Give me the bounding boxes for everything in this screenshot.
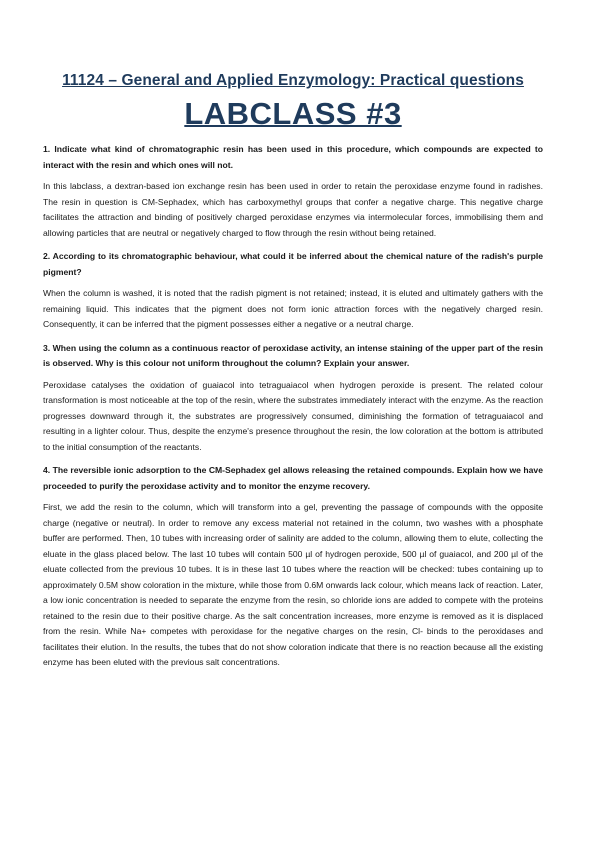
answer-4: First, we add the resin to the column, which will transform into a gel, preventing the passage of compounds with the opposite charge (negative or neutral). In order to remove any excess material not retained in the column, two washes with a phosphate buffer are performed. Then, 10 tubes with increasing order of salinity are added to the column, allowing them to elute, collecting the eluate in the glass placed below. The last 10 tubes will contain 500 µl of hydrogen peroxide, 500 µl of guaiacol, and 200 µl of the eluate collected from the previous 10 tubes. It is in these last 10 tubes where the reaction will be checked: tubes containing up to approximately 0.5M show coloration in the mixture, while those from 0.6M onwards lack colour, which means lack of reaction. Later, a low ionic concentration is needed to separate the enzyme from the resin, so chloride ions are added to compete with the proteins retained to the resin due to their positive charge. As the salt concentration increases, more enzyme is removed as it is displaced from the resin. While Na+ competes with peroxidase for the negative charges on the resin, Cl- binds to the peroxidases and facilitates their elution. In the results, the tubes that do not show coloration indicate that there is no reaction because all the existing enzyme has been eluted with the previous salt concentrations.: [43, 502, 543, 667]
answer-3: Peroxidase catalyses the oxidation of guaiacol into tetraguaiacol when hydrogen peroxide is present. The related colour transformation is most noticeable at the top of the resin, where the substrates immediately interact with the enzyme. As the reaction progresses downward through it, the substrates are progressively consumed, diminishing the formation of tetraguaiacol and resulting in a lighter colour. Thus, despite the enzyme's presence throughout the resin, the low coloration at the bottom is attributed to the initial consumption of the reactants.: [43, 379, 543, 452]
question-block-1: [43, 142, 543, 241]
question-1: 1. Indicate what kind of chromatographic resin has been used in this procedure, which compounds are expected to interact with the resin and which ones will not.: [43, 144, 543, 170]
answer-1: In this labclass, a dextran-based ion exchange resin has been used in order to retain the peroxidase enzyme found in radishes. The resin in question is CM-Sephadex, which has carboxymethyl groups that confer a negative charge. This negative charge facilitates the attraction and binding of positively charged peroxidase enzymes via intermolecular forces, immobilising them and allowing particles that are neutral or negatively charged to flow through the resin without being retained.: [43, 181, 543, 238]
answer-2: When the column is washed, it is noted that the radish pigment is not retained; instead, it is eluted and ultimately gathers with the remaining liquid. This indicates that the pigment does not form ionic attraction forces with the negatively charged resin. Consequently, it can be inferred that the pigment possesses either a negative or a neutral charge.: [43, 288, 543, 329]
course-title: 11124 – General and Applied Enzymology: Practical questions: [62, 72, 524, 89]
question-3: 3. When using the column as a continuous reactor of peroxidase activity, an intense staining of the upper part of the resin is observed. Why is this colour not uniform throughout the column? Explain your answer.: [43, 342, 543, 368]
question-2: 2. According to its chromatographic behaviour, what could it be inferred about the chemical nature of the radish's purple pigment?: [43, 251, 543, 277]
question-block-2: [43, 249, 543, 333]
lab-title: LABCLASS #3: [184, 96, 402, 131]
question-4: 4. The reversible ionic adsorption to the CM-Sephadex gel allows releasing the retained compounds. Explain how we have proceeded to purify the peroxidase activity and to monitor the enzyme recovery.: [43, 465, 543, 491]
question-block-4: [43, 463, 543, 671]
question-block-3: [43, 341, 543, 456]
